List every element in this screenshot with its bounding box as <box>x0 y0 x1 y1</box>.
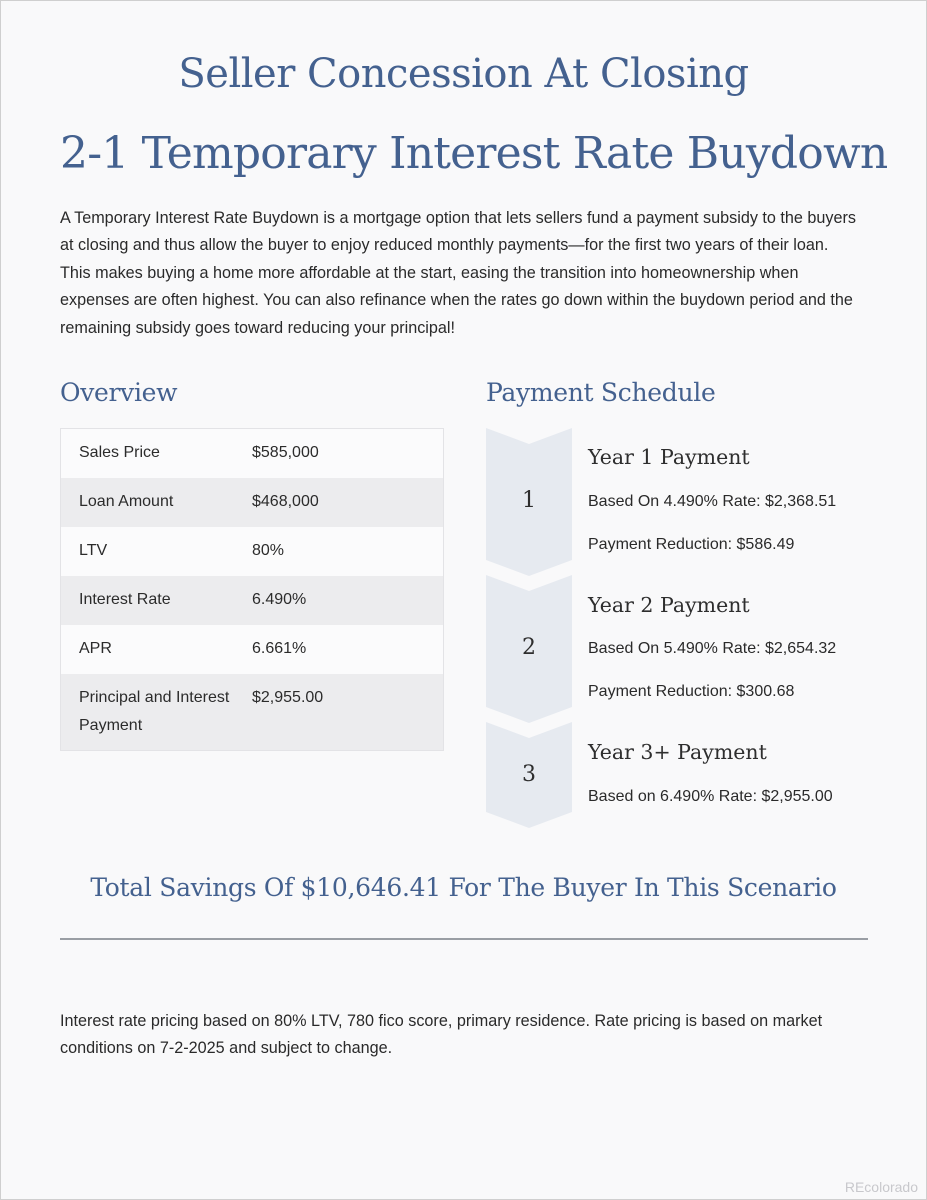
row-value: $585,000 <box>252 444 319 461</box>
watermark: REcolorado <box>844 1179 918 1195</box>
step-2-chevron <box>486 575 572 723</box>
overview-table <box>60 428 444 751</box>
step-number: 2 <box>522 635 536 660</box>
row-label: LTV <box>79 542 108 559</box>
step-2-reduction: Payment Reduction: $300.68 <box>588 683 795 700</box>
table-row <box>61 625 443 674</box>
step-3-title: Year 3+ Payment <box>588 740 767 764</box>
row-value: 6.490% <box>252 591 307 608</box>
table-row <box>61 576 443 625</box>
table-row <box>61 478 443 527</box>
row-value: 80% <box>252 542 285 559</box>
row-label: Loan Amount <box>79 493 174 510</box>
step-1-rate: Based On 4.490% Rate: $2,368.51 <box>588 493 837 510</box>
step-1-title: Year 1 Payment <box>588 445 750 469</box>
step-1-reduction: Payment Reduction: $586.49 <box>588 536 795 553</box>
step-2-title: Year 2 Payment <box>588 593 750 617</box>
row-label: Sales Price <box>79 444 160 461</box>
page-subtitle: 2-1 Temporary Interest Rate Buydown <box>60 128 888 179</box>
step-number: 1 <box>522 488 536 513</box>
table-row <box>61 674 443 750</box>
payment-schedule-heading: Payment Schedule <box>486 378 716 407</box>
step-3-rate: Based on 6.490% Rate: $2,955.00 <box>588 788 833 805</box>
row-label: Interest Rate <box>79 591 171 608</box>
disclaimer: Interest rate pricing based on 80% LTV, 780 fico score, primary residence. Rate pricing is based on market conditions on 7-2-2025 and subject to change. <box>60 1012 823 1058</box>
page-title: Seller Concession At Closing <box>178 51 749 97</box>
row-value: $468,000 <box>252 493 319 510</box>
step-3-chevron <box>486 722 572 828</box>
step-2-rate: Based On 5.490% Rate: $2,654.32 <box>588 640 837 657</box>
row-value: $2,955.00 <box>252 689 324 706</box>
table-row <box>61 527 443 576</box>
row-label: Principal and Interest Payment <box>79 689 230 734</box>
step-1-chevron <box>486 428 572 576</box>
overview-heading: Overview <box>60 378 178 407</box>
table-row <box>61 429 443 478</box>
row-value: 6.661% <box>252 640 307 657</box>
total-savings: Total Savings Of $10,646.41 For The Buyer In This Scenario <box>90 873 837 902</box>
intro-paragraph: A Temporary Interest Rate Buydown is a mortgage option that lets sellers fund a payment subsidy to the buyers at closing and thus allow the buyer to enjoy reduced monthly payments—for the first two years of their loan. This makes buying a home more affordable at the start, easing the transition into homeownership when expenses are often highest. You can also refinance when the rates go down within the buydown period and the remaining subsidy goes toward reducing your principal! <box>60 209 857 337</box>
divider <box>60 938 868 940</box>
step-number: 3 <box>522 762 536 787</box>
row-label: APR <box>79 640 112 657</box>
